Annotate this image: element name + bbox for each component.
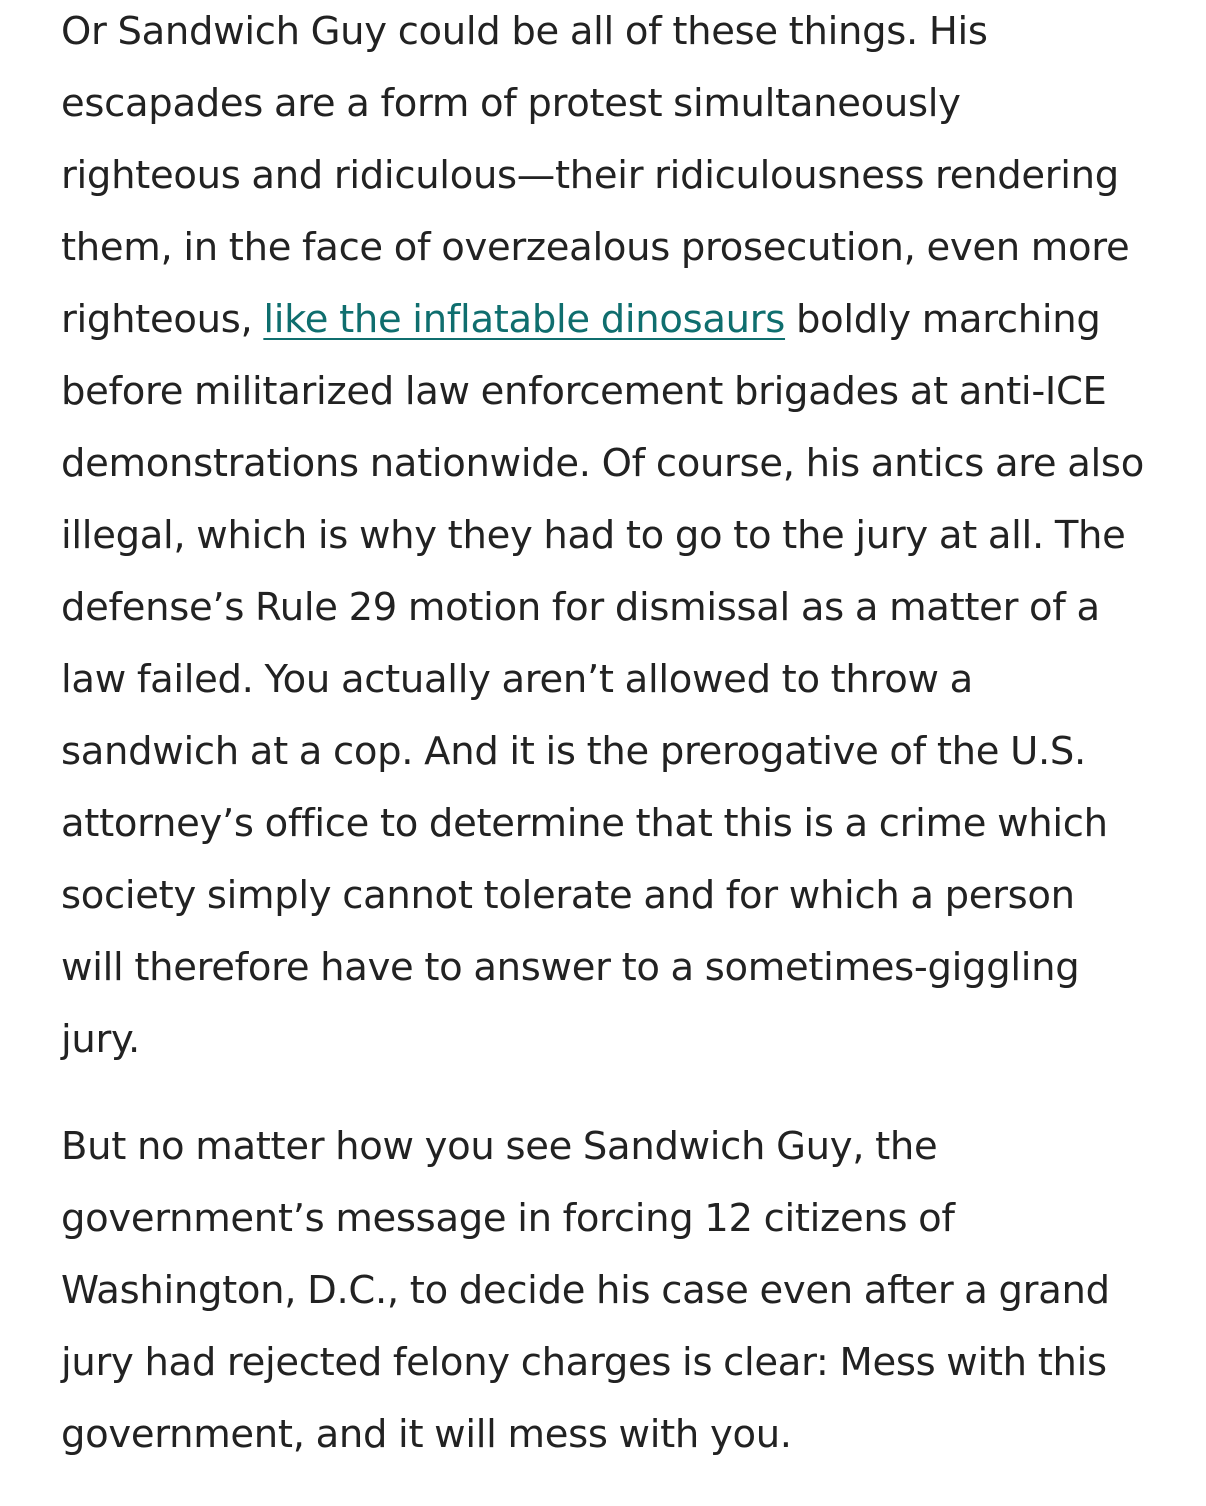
paragraph-1: [61, 0, 1146, 1076]
article-body: [61, 0, 1146, 1506]
paragraph-1-text-after-link: boldly marching before militarized law enforcement brigades at anti-ICE demonstrations nationwide. Of course, his antics are also illegal, which is why they had to go to the jury at all. The defense’s Rule 29 motion for dismissal as a matter of a law failed. You actually aren’t allowed to throw a sandwich at a cop. And it is the prerogative of the U.S. attorney’s office to determine that this is a crime which society simply cannot tolerate and for which a person will therefore have to answer to a sometimes-giggling jury.: [61, 297, 1144, 1062]
inflatable-dinosaurs-link[interactable]: like the inflatable dinosaurs: [263, 297, 786, 342]
paragraph-1-text-before-link: Or Sandwich Guy could be all of these things. His escapades are a form of protest simultaneously righteous and ridiculous—their ridiculousness rendering them, in the face of overzealous prosecution, even more righteous,: [61, 9, 1130, 342]
paragraph-2: But no matter how you see Sandwich Guy, the government’s message in forcing 12 citizens of Washington, D.C., to decide his case even after a grand jury had rejected felony charges is clear: Mess with this government, and it will mess with you.: [61, 1124, 1110, 1457]
